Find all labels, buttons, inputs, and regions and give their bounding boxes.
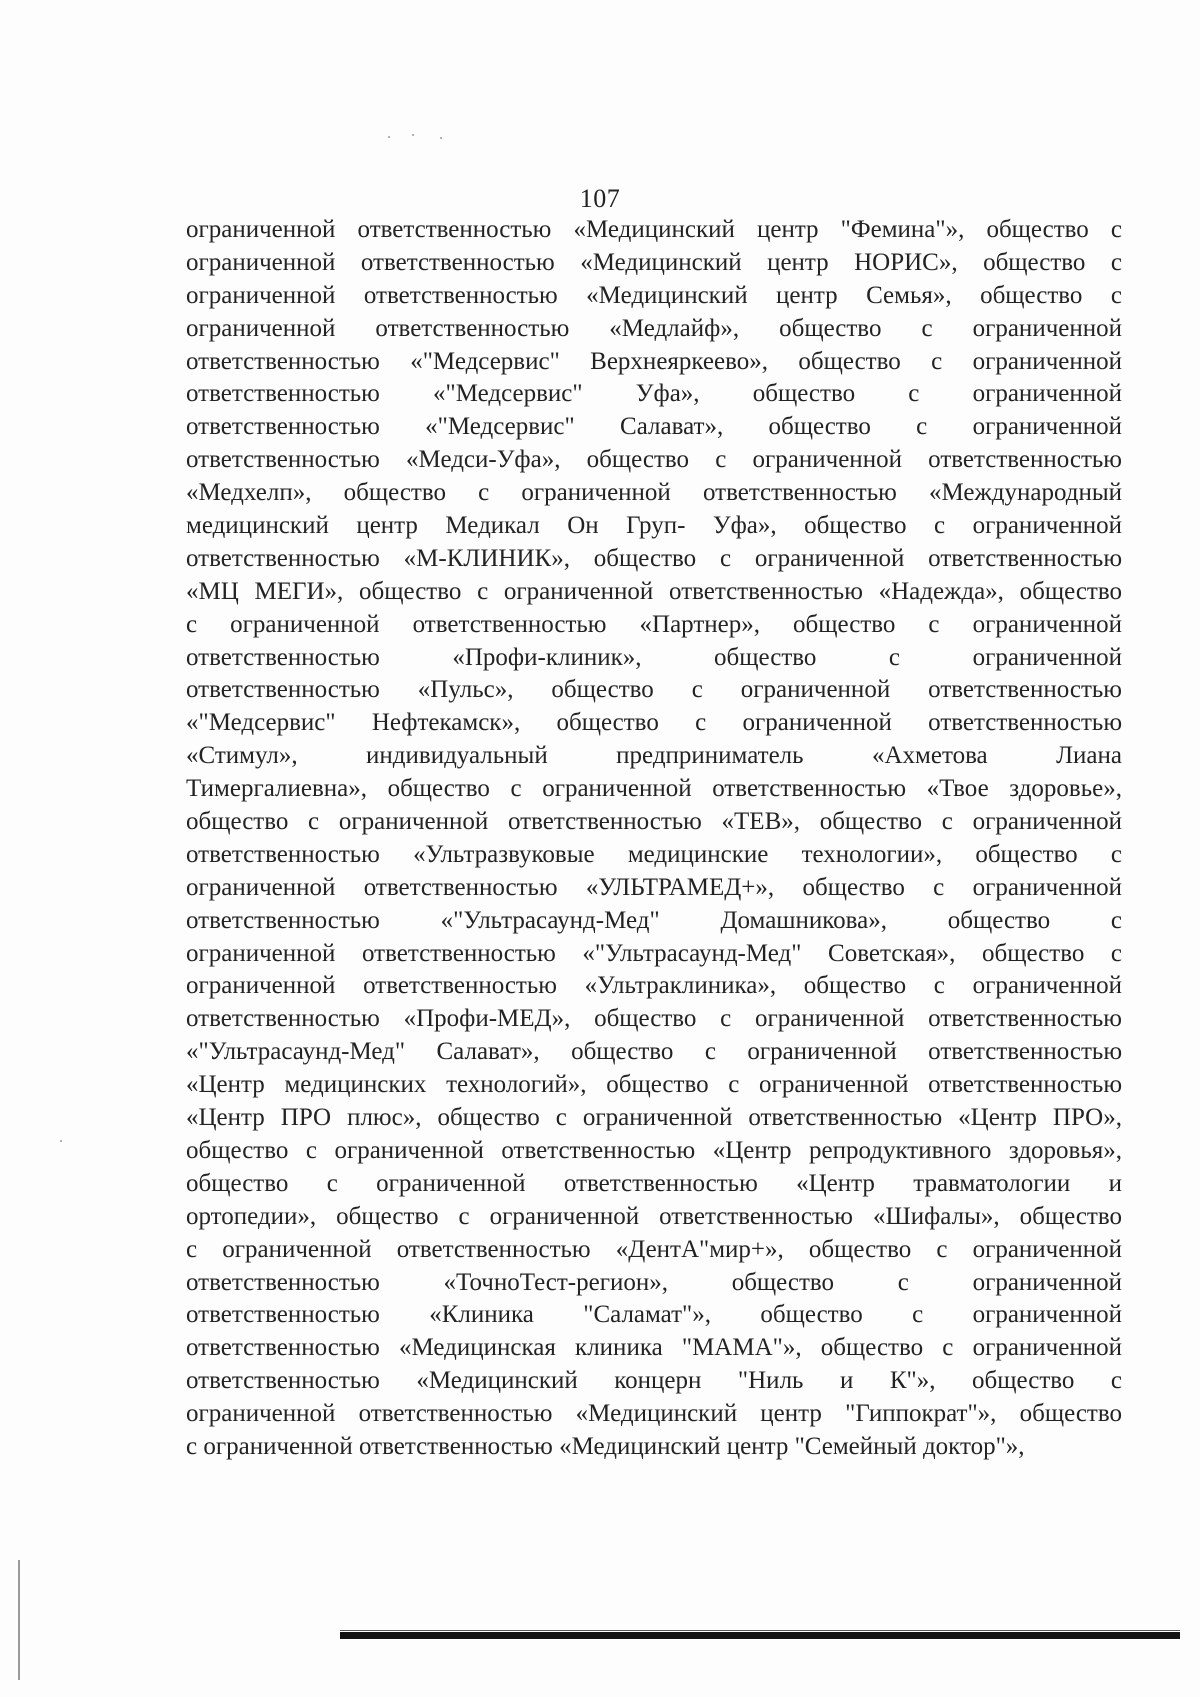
text-line: ответственностью «"Медсервис" Уфа», общество с ограниченной <box>186 380 1122 408</box>
body-text <box>186 214 1122 1464</box>
text-line: ответственностью «"Медсервис" Салават», общество с ограниченной <box>186 413 1122 441</box>
footer-rule <box>340 1632 1180 1639</box>
text-line: ответственностью «М-КЛИНИК», общество с ограниченной ответственностью <box>186 544 1122 572</box>
text-line: ответственностью «"Ультрасаунд-Мед" Домашникова», общество с <box>186 906 1122 934</box>
text-line: «Центр ПРО плюс», общество с ограниченной ответственностью «Центр ПРО», <box>186 1104 1122 1132</box>
text-line: «Центр медицинских технологий», общество с ограниченной ответственностью <box>186 1071 1122 1099</box>
text-line: медицинский центр Медикал Он Груп- Уфа», общество с ограниченной <box>186 512 1122 540</box>
text-line: ограниченной ответственностью «УЛЬТРАМЕД+», общество с ограниченной <box>186 873 1122 901</box>
scan-speck <box>388 136 390 138</box>
text-line: ограниченной ответственностью «Медицинский центр НОРИС», общество с <box>186 248 1122 276</box>
text-line: «Медхелп», общество с ограниченной ответственностью «Международный <box>186 479 1122 507</box>
text-line: ограниченной ответственностью «Медицинский центр "Фемина"», общество с <box>186 216 1122 243</box>
scan-speck <box>440 137 442 139</box>
text-line: ответственностью «Профи-МЕД», общество с ограниченной ответственностью <box>186 1005 1122 1033</box>
text-line: общество с ограниченной ответственностью «Центр травматологии и <box>186 1169 1122 1197</box>
page-number: 107 <box>579 184 621 213</box>
text-line: ортопедии», общество с ограниченной ответственностью «Шифалы», общество <box>186 1202 1122 1230</box>
text-line: ограниченной ответственностью «"Ультрасаунд-Мед" Советская», общество с <box>186 939 1122 967</box>
text-line: ограниченной ответственностью «Медлайф», общество с ограниченной <box>186 314 1122 342</box>
scan-edge-mark <box>18 1560 20 1680</box>
text-line: ответственностью «Профи-клиник», общество с ограниченной <box>186 643 1122 671</box>
text-line: Тимергалиевна», общество с ограниченной ответственностью «Твое здоровье», <box>186 775 1122 803</box>
footer-rule-thin <box>340 1630 1180 1631</box>
text-line: «МЦ МЕГИ», общество с ограниченной ответственностью «Надежда», общество <box>186 577 1122 605</box>
text-line: ответственностью «Ультразвуковые медицинские технологии», общество с <box>186 840 1122 868</box>
text-line: ответственностью «Медицинская клиника "МАМА"», общество с ограниченной <box>186 1334 1122 1362</box>
scan-speck <box>60 1140 62 1142</box>
text-line: ограниченной ответственностью «Медицинский центр Семья», общество с <box>186 281 1122 309</box>
text-line: с ограниченной ответственностью «ДентА"мир+», общество с ограниченной <box>186 1235 1122 1263</box>
text-line: ответственностью «Пульс», общество с ограниченной ответственностью <box>186 676 1122 704</box>
text-line: ответственностью «ТочноТест-регион», общество с ограниченной <box>186 1268 1122 1296</box>
text-line: ответственностью «Медицинский концерн "Ниль и К"», общество с <box>186 1367 1122 1395</box>
text-line: с ограниченной ответственностью «Партнер», общество с ограниченной <box>186 610 1122 638</box>
text-line: «"Медсервис" Нефтекамск», общество с ограниченной ответственностью <box>186 709 1122 737</box>
text-line: с ограниченной ответственностью «Медицинский центр "Семейный доктор"», <box>186 1432 1025 1460</box>
text-line: ограниченной ответственностью «Ультраклиника», общество с ограниченной <box>186 972 1122 1000</box>
text-line: ответственностью «Медси-Уфа», общество с ограниченной ответственностью <box>186 446 1122 474</box>
text-line: ответственностью «"Медсервис" Верхнеяркеево», общество с ограниченной <box>186 347 1122 375</box>
scan-speck <box>412 134 414 136</box>
text-line: «Стимул», индивидуальный предприниматель «Ахметова Лиана <box>186 742 1122 770</box>
text-line: ограниченной ответственностью «Медицинский центр "Гиппократ"», общество <box>186 1400 1122 1428</box>
text-line: «"Ультрасаунд-Мед" Салават», общество с ограниченной ответственностью <box>186 1038 1122 1066</box>
text-line: ответственностью «Клиника "Саламат"», общество с ограниченной <box>186 1301 1122 1329</box>
text-line: общество с ограниченной ответственностью «Центр репродуктивного здоровья», <box>186 1136 1122 1164</box>
text-line: общество с ограниченной ответственностью «ТЕВ», общество с ограниченной <box>186 808 1122 836</box>
